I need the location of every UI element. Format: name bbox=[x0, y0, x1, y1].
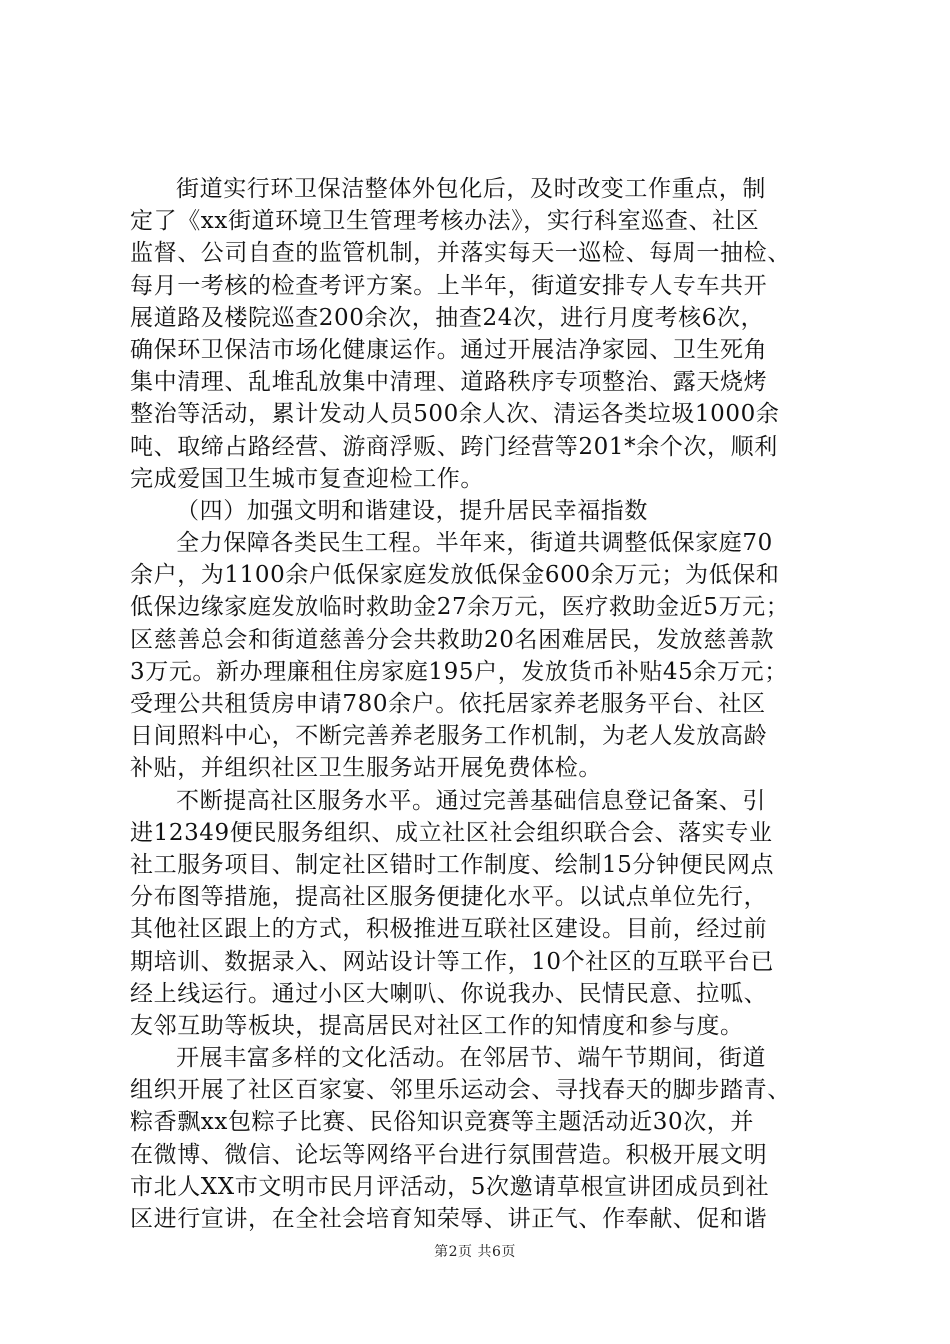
text-line: 不断提高社区服务水平。通过完善基础信息登记备案、引 bbox=[176, 787, 766, 814]
text-line: 市北人XX市文明市民月评活动，5次邀请草根宣讲团成员到社 bbox=[130, 1173, 770, 1200]
text-line: 在微博、微信、论坛等网络平台进行氛围营造。积极开展文明 bbox=[130, 1141, 768, 1168]
text-line: 日间照料中心，不断完善养老服务工作机制，为老人发放高龄 bbox=[130, 723, 768, 750]
text-line: 经上线运行。通过小区大喇叭、你说我办、民情民意、拉呱、 bbox=[130, 980, 768, 1007]
text-line: 其他社区跟上的方式，积极推进互联社区建设。目前，经过前 bbox=[130, 916, 768, 943]
text-line: 组织开展了社区百家宴、邻里乐运动会、寻找春天的脚步踏青、 bbox=[130, 1077, 791, 1104]
text-line: 区慈善总会和街道慈善分会共救助20名困难居民，发放慈善款 bbox=[130, 626, 775, 653]
text-line: 期培训、数据录入、网站设计等工作，10个社区的互联平台已 bbox=[130, 948, 775, 975]
text-line: 每月一考核的检查考评方案。上半年，街道安排专人专车共开 bbox=[130, 272, 768, 299]
text-line: 区进行宣讲，在全社会培育知荣辱、讲正气、作奉献、促和谐 bbox=[130, 1206, 768, 1232]
text-line: 社工服务项目、制定社区错时工作制度、绘制15分钟便民网点 bbox=[130, 851, 775, 878]
document-body bbox=[130, 173, 830, 1235]
page-footer: 第2页 共6页 bbox=[434, 1244, 516, 1260]
text-line: 开展丰富多样的文化活动。在邻居节、端午节期间，街道 bbox=[176, 1045, 766, 1072]
text-line: 全力保障各类民生工程。半年来，街道共调整低保家庭70 bbox=[176, 530, 773, 557]
text-line: 展道路及楼院巡查200余次，抽查24次，进行月度考核6次， bbox=[130, 304, 765, 331]
text-line: 完成爱国卫生城市复查迎检工作。 bbox=[130, 465, 484, 492]
text-line: 低保边缘家庭发放临时救助金27余万元，医疗救助金近5万元； bbox=[130, 594, 790, 621]
text-line: 定了《xx街道环境卫生管理考核办法》，实行科室巡查、社区 bbox=[130, 208, 760, 235]
text-line: 监督、公司自查的监管机制，并落实每天一巡检、每周一抽检、 bbox=[130, 240, 791, 267]
text-line: 受理公共租赁房申请780余户。依托居家养老服务平台、社区 bbox=[130, 691, 766, 717]
text-line: （四）加强文明和谐建设，提升居民幸福指数 bbox=[176, 497, 648, 524]
text-line: 集中清理、乱堆乱放集中清理、道路秩序专项整治、露天烧烤 bbox=[130, 369, 768, 396]
text-line: 3万元。新办理廉租住房家庭195户，发放货币补贴45余万元； bbox=[130, 658, 788, 685]
text-line: 补贴，并组织社区卫生服务站开展免费体检。 bbox=[130, 755, 602, 782]
text-line: 整治等活动，累计发动人员500余人次、清运各类垃圾1000余 bbox=[130, 401, 780, 428]
text-line: 友邻互助等板块，提高居民对社区工作的知情度和参与度。 bbox=[130, 1012, 744, 1039]
text-line: 吨、取缔占路经营、游商浮贩、跨门经营等201*余个次，顺利 bbox=[130, 433, 778, 460]
text-line: 粽香飘xx包粽子比赛、民俗知识竞赛等主题活动近30次，并 bbox=[130, 1109, 755, 1136]
text-line: 分布图等措施，提高社区服务便捷化水平。以试点单位先行， bbox=[130, 884, 768, 911]
text-line: 进12349便民服务组织、成立社区社会组织联合会、落实专业 bbox=[130, 819, 773, 846]
text-line: 街道实行环卫保洁整体外包化后，及时改变工作重点，制 bbox=[176, 176, 766, 202]
text-line: 余户，为1100余户低保家庭发放低保金600余万元；为低保和 bbox=[130, 562, 780, 589]
text-line: 确保环卫保洁市场化健康运作。通过开展洁净家园、卫生死角 bbox=[130, 336, 768, 363]
